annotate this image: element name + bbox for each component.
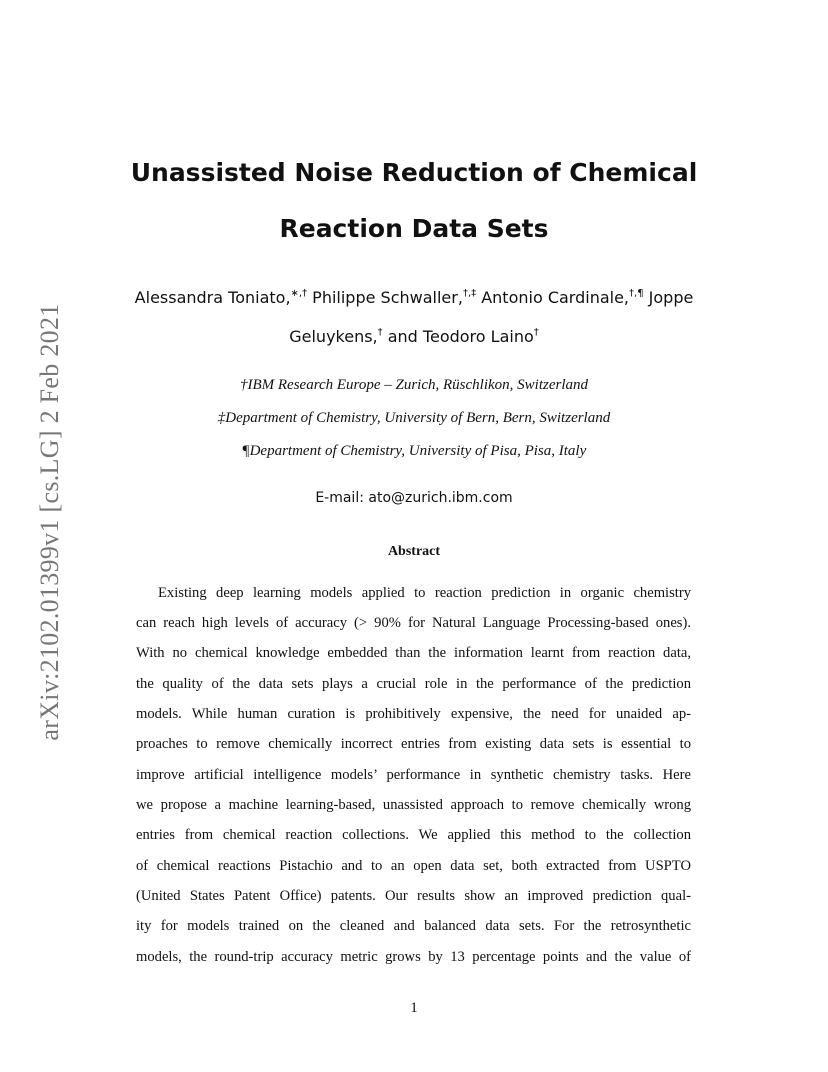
author-name: Alessandra Toniato, (134, 288, 291, 307)
author-affiliation-marks: ∗,† (290, 288, 308, 299)
abstract-line: models, the round-trip accuracy metric grows by 13 percentage points and the value of (136, 949, 691, 965)
author-affiliation-marks: †,¶ (629, 288, 644, 299)
author-name: Geluykens, (289, 327, 378, 346)
page-number: 1 (410, 1000, 418, 1016)
abstract-line: ity for models trained on the cleaned and balanced data sets. For the retrosynthetic (136, 918, 691, 934)
paper-title-line-2: Reaction Data Sets (279, 214, 549, 243)
author-name: Antonio Cardinale, (476, 288, 630, 307)
abstract-line: can reach high levels of accuracy (> 90% for Natural Language Processing-based ones). (136, 615, 691, 631)
affiliation-pisa: ¶Department of Chemistry, University of Pisa, Pisa, Italy (241, 443, 587, 459)
author-name: Joppe (643, 288, 694, 307)
abstract-line: With no chemical knowledge embedded than the information learnt from reaction data, (136, 645, 691, 661)
author-name: and Teodoro Laino (382, 327, 534, 346)
abstract-line: we propose a machine learning-based, unassisted approach to remove chemically wrong (136, 797, 691, 813)
contact-email: E-mail: ato@zurich.ibm.com (315, 490, 513, 506)
affiliation-bern: ‡Department of Chemistry, University of Bern, Bern, Switzerland (217, 410, 611, 426)
author-affiliation-marks: † (377, 327, 383, 338)
abstract-line: (United States Patent Office) patents. Our results show an improved prediction qual- (136, 888, 691, 904)
abstract-line: of chemical reactions Pistachio and to an open data set, both extracted from USPTO (136, 858, 691, 874)
abstract-line: Existing deep learning models applied to reaction prediction in organic chemistry (158, 585, 691, 601)
abstract-line: improve artificial intelligence models’ performance in synthetic chemistry tasks. Here (136, 767, 691, 783)
author-affiliation-marks: † (533, 327, 539, 338)
abstract-heading: Abstract (387, 544, 441, 559)
author-list-line-1 (0, 288, 828, 307)
abstract-line: models. While human curation is prohibitively expensive, the need for unaided ap- (136, 706, 691, 722)
abstract-line: the quality of the data sets plays a crucial role in the performance of the prediction (136, 676, 691, 692)
paper-title-line-1: Unassisted Noise Reduction of Chemical (130, 158, 698, 187)
abstract-line: proaches to remove chemically incorrect entries from existing data sets is essential to (136, 736, 691, 752)
author-affiliation-marks: †,‡ (462, 288, 477, 299)
affiliation-ibm: †IBM Research Europe – Zurich, Rüschlikon, Switzerland (239, 377, 588, 393)
arxiv-identifier-stamp: arXiv:2102.01399v1 [cs.LG] 2 Feb 2021 (35, 303, 64, 741)
author-list-line-2 (0, 327, 828, 346)
abstract-line: entries from chemical reaction collections. We applied this method to the collection (136, 827, 691, 843)
author-name: Philippe Schwaller, (307, 288, 463, 307)
